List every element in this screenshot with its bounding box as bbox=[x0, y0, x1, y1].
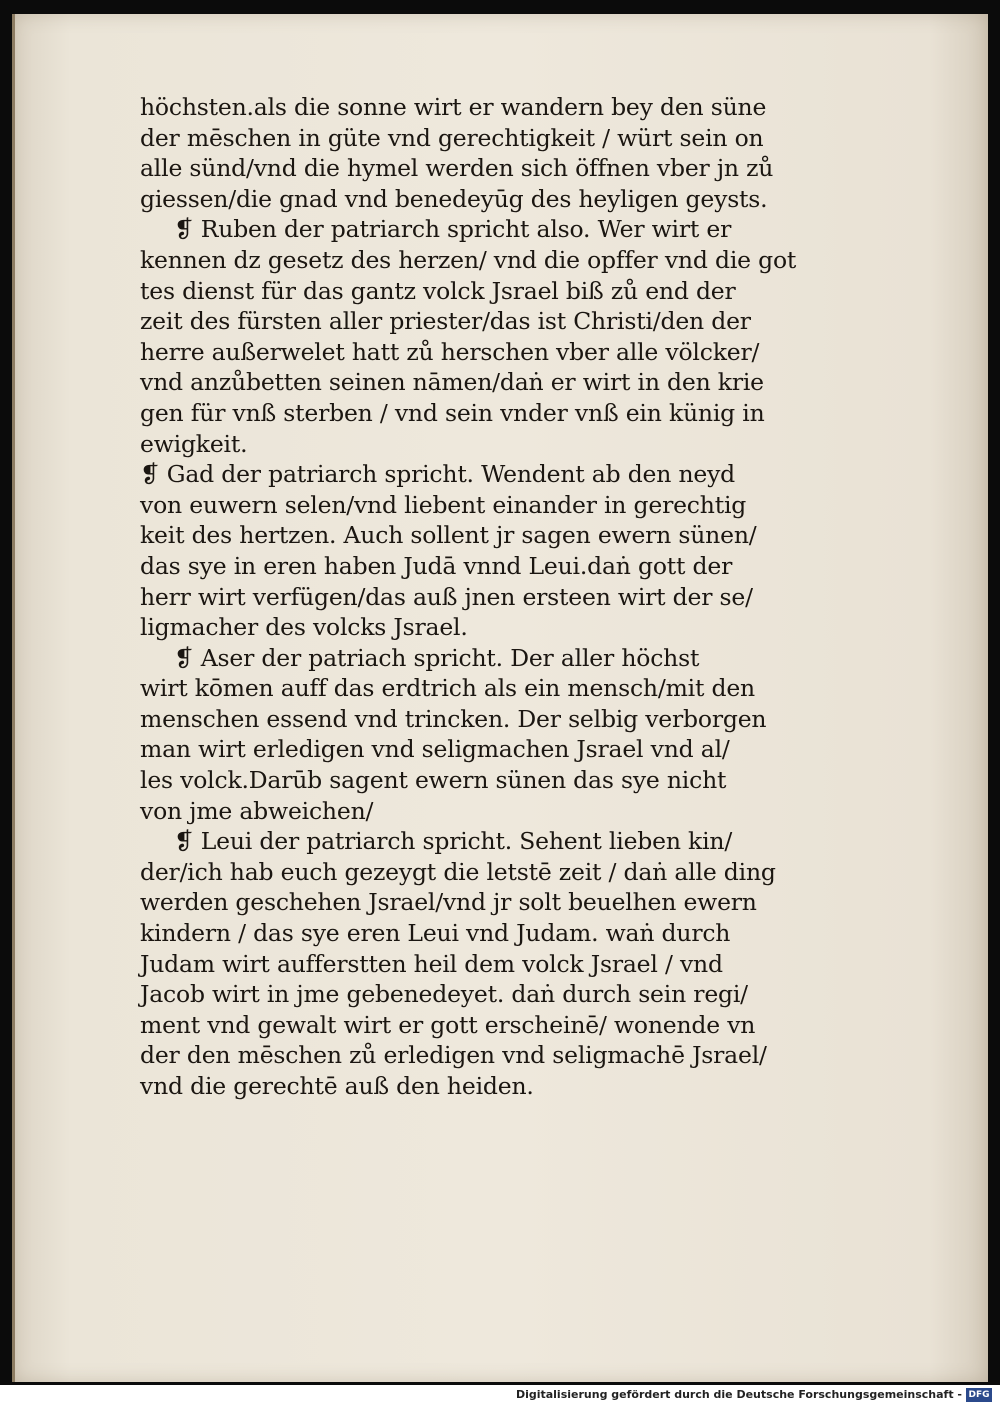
page-text bbox=[140, 92, 830, 1102]
text-line: herr wirt verfügen/das auß jnen ersteen wirt der se/ bbox=[140, 582, 753, 611]
text-line: Judam wirt aufferstten heil dem volck Jsrael / vnd bbox=[140, 949, 723, 978]
text-line: höchsten.als die sonne wirt er wandern bey den süne bbox=[140, 93, 767, 121]
text-line: von euwern selen/vnd liebent einander in gerechtig bbox=[140, 490, 747, 519]
page-gutter bbox=[12, 14, 15, 1382]
text-line: ewigkeit. bbox=[140, 429, 248, 458]
text-line: ment vnd gewalt wirt er gott erscheinē/ wonende vn bbox=[140, 1010, 756, 1039]
footer-credit: Digitalisierung gefördert durch die Deutsche Forschungsgemeinschaft - bbox=[515, 1388, 962, 1401]
text-line: ❡ Leui der patriarch spricht. Sehent lieben kin/ bbox=[174, 827, 733, 856]
text-line: herre außerwelet hatt zů herschen vber alle völcker/ bbox=[140, 337, 760, 366]
text-line: Jacob wirt in jme gebenedeyet. daṅ durch sein regi/ bbox=[140, 980, 748, 1009]
dfg-logo: DFG bbox=[966, 1388, 992, 1402]
text-line: gen für vnß sterben / vnd sein vnder vnß ein künig in bbox=[140, 398, 765, 427]
text-line: vnd die gerechtē auß den heiden. bbox=[140, 1072, 534, 1100]
text-line: zeit des fürsten aller priester/das ist Christi/den der bbox=[140, 307, 751, 336]
text-line: der/ich hab euch gezeygt die letstē zeit / daṅ alle ding bbox=[140, 857, 776, 886]
text-line: das sye in eren haben Judā vnnd Leui.daṅ gott der bbox=[140, 551, 733, 580]
text-line: ❡ Aser der patriach spricht. Der aller höchst bbox=[174, 643, 700, 672]
text-line: werden geschehen Jsrael/vnd jr solt beuelhen ewern bbox=[140, 888, 757, 917]
text-line: man wirt erledigen vnd seligmachen Jsrael vnd al/ bbox=[140, 735, 730, 764]
text-line: wirt kōmen auff das erdtrich als ein mensch/mit den bbox=[140, 674, 755, 703]
text-line: ❡ Ruben der patriarch spricht also. Wer wirt er bbox=[174, 215, 732, 244]
text-line: les volck.Darūb sagent ewern sünen das sye nicht bbox=[140, 766, 727, 795]
text-line: alle sünd/vnd die hymel werden sich öffnen vber jn zů bbox=[140, 154, 774, 183]
text-line: tes dienst für das gantz volck Jsrael biß zů end der bbox=[140, 276, 736, 305]
text-line: menschen essend vnd trincken. Der selbig verborgen bbox=[140, 704, 767, 733]
footer bbox=[0, 1385, 1000, 1406]
text-line: von jme abweichen/ bbox=[140, 796, 374, 825]
text-line: der den mēschen zů erledigen vnd seligmachē Jsrael/ bbox=[140, 1041, 767, 1070]
text-line: ligmacher des volcks Jsrael. bbox=[140, 613, 468, 642]
text-line: keit des hertzen. Auch sollent jr sagen ewern sünen/ bbox=[140, 521, 757, 550]
text-line: ❡ Gad der patriarch spricht. Wendent ab den neyd bbox=[140, 460, 736, 489]
text-line: der mēschen in güte vnd gerechtigkeit / würt sein on bbox=[140, 123, 764, 152]
text-line: vnd anzůbetten seinen nāmen/daṅ er wirt in den krie bbox=[140, 368, 764, 397]
text-line: kennen dz gesetz des herzen/ vnd die opffer vnd die got bbox=[140, 245, 797, 274]
book-page bbox=[12, 14, 988, 1382]
text-line: giessen/die gnad vnd benedeyūg des heyligen geysts. bbox=[140, 184, 768, 213]
text-line: kindern / das sye eren Leui vnd Judam. waṅ durch bbox=[140, 919, 731, 948]
